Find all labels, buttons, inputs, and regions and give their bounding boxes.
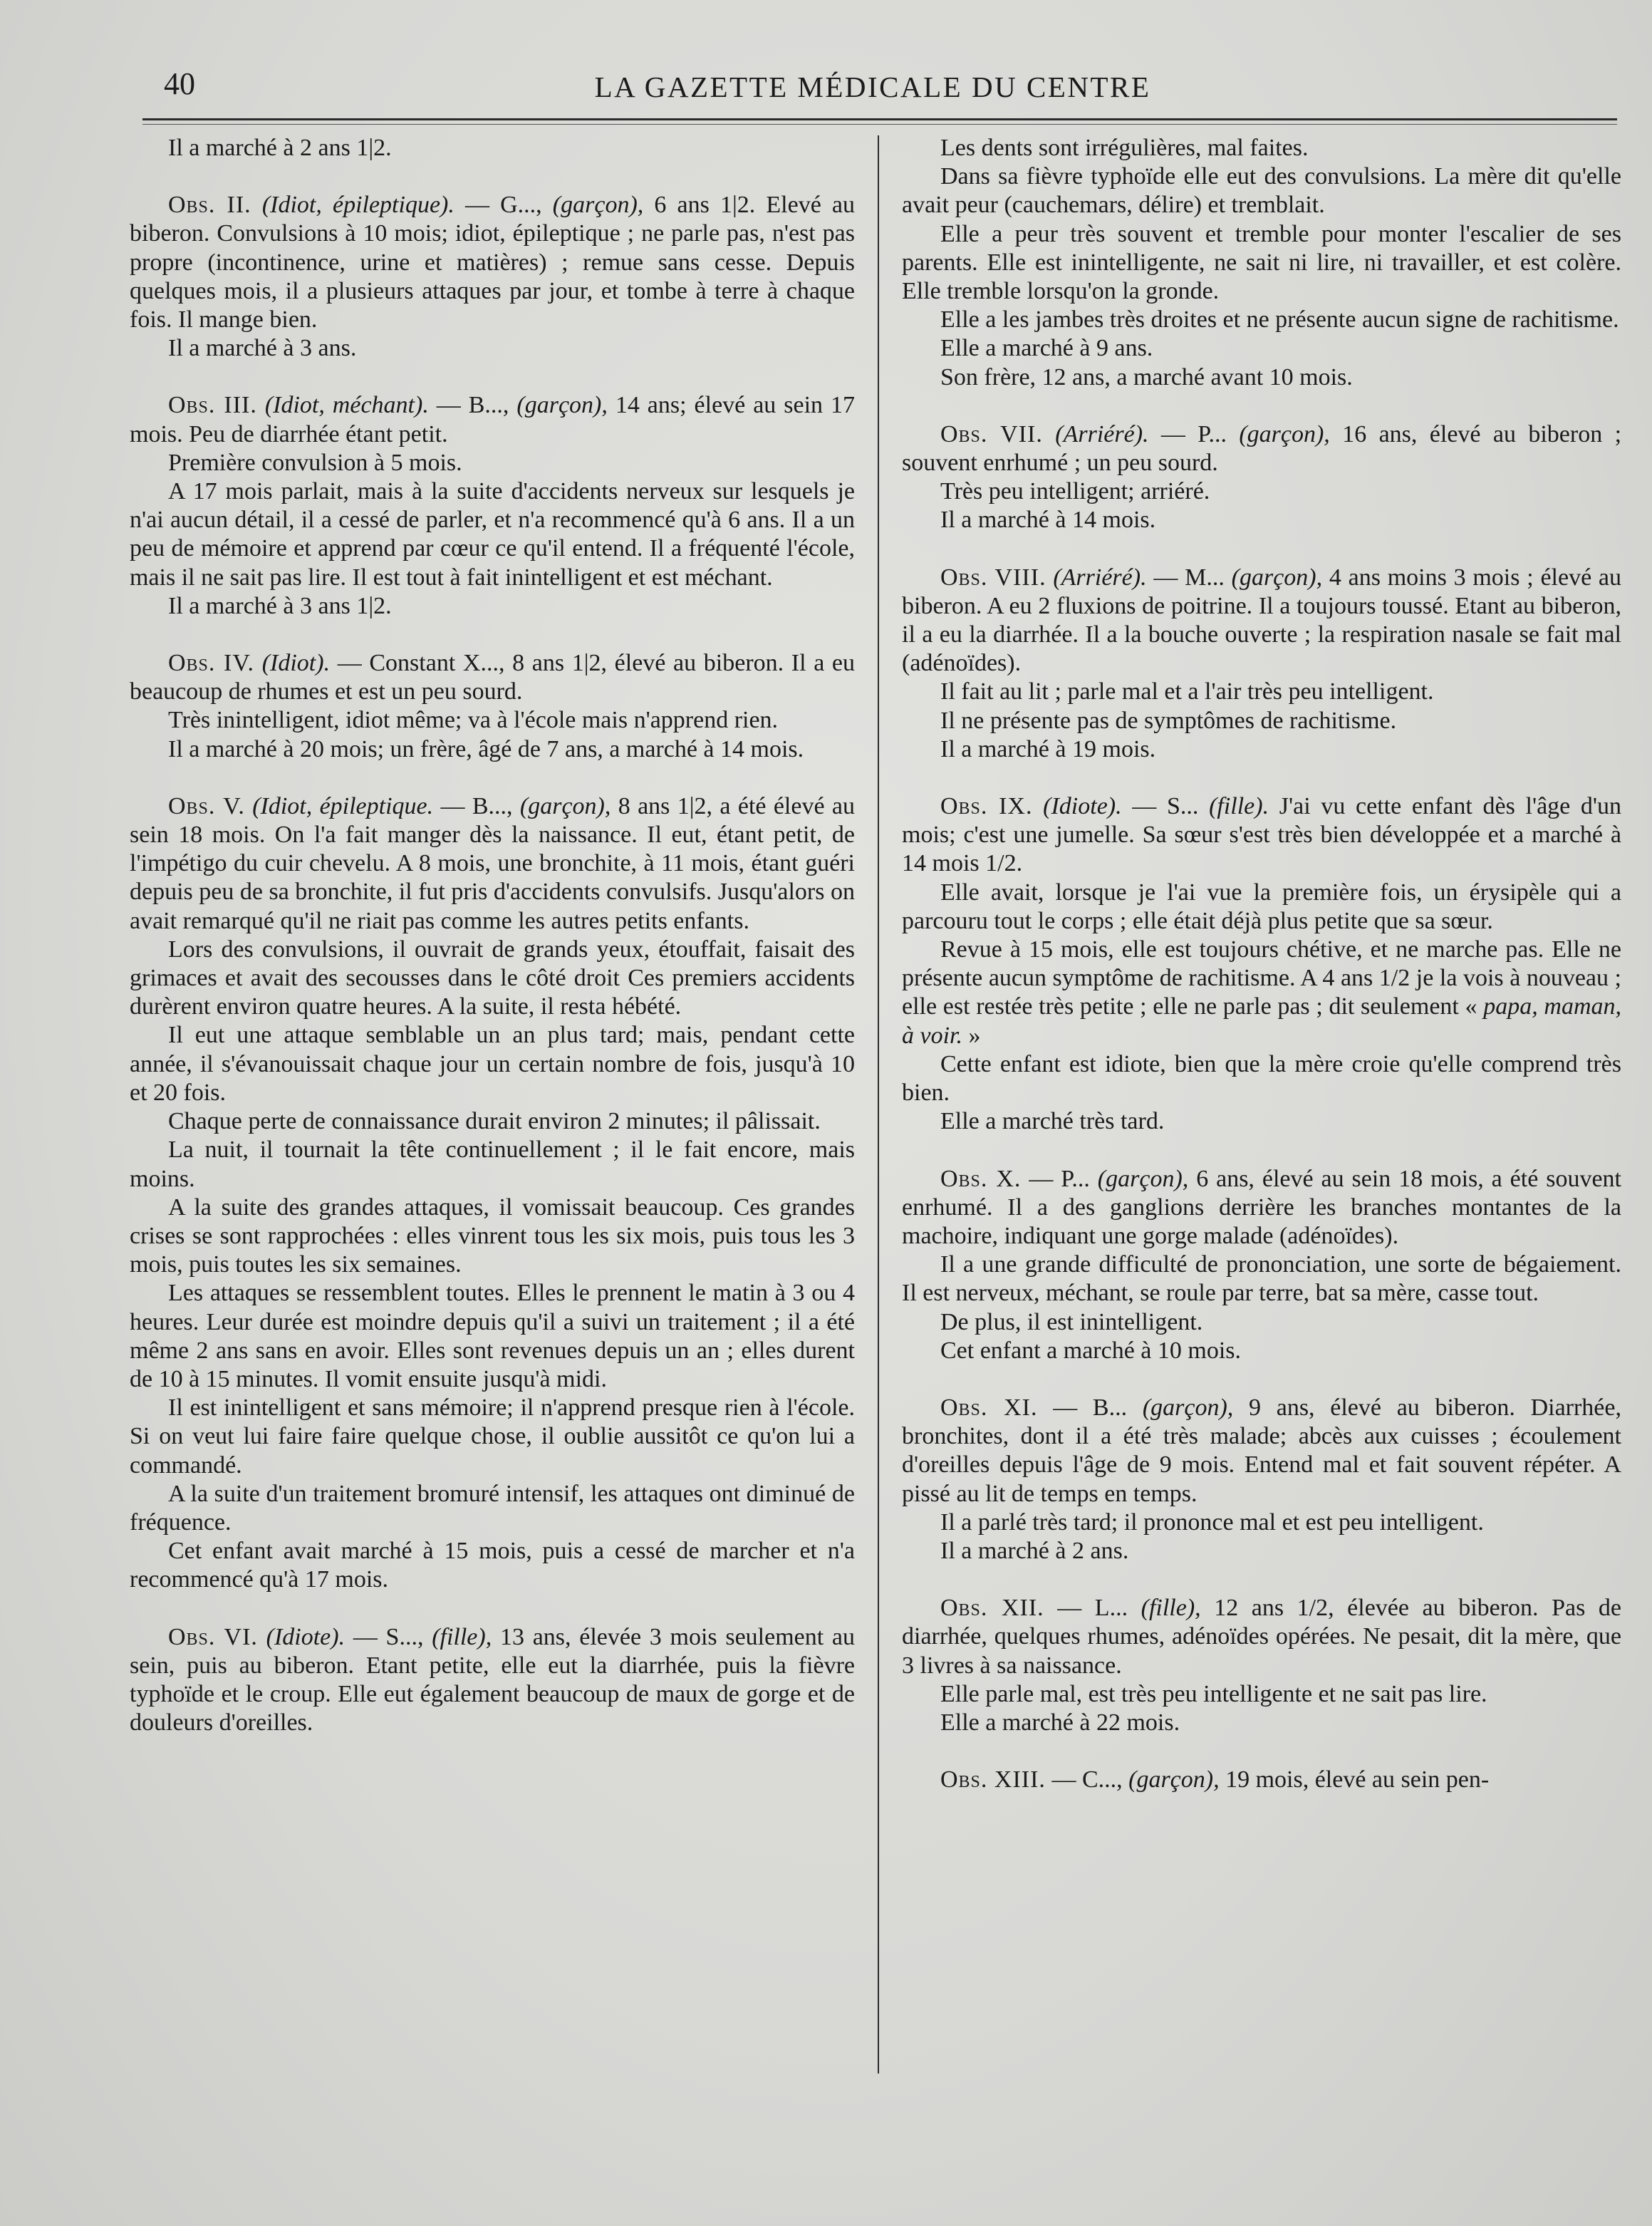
paragraph: Il eut une attaque semblable un an plus tard; mais, pendant cette année, il s'évanouissait chaque jour un certain nombre de fois, jusqu'à 10 et 20 fois. xyxy=(130,1022,855,1106)
header-rule xyxy=(142,118,1617,120)
paragraph-text: Revue à 15 mois, elle est toujours chétive, et ne marche pas. Elle ne présente aucun symptôme de rachitisme. A 4 ans 1/2 je la vois à nouveau ; elle est restée très petite ; elle ne parle pas ; dit seulement « xyxy=(902,936,1621,1020)
obs-label: Obs. XIII. xyxy=(940,1766,1046,1793)
obs-label: Obs. XII. xyxy=(940,1595,1044,1622)
paragraph: Il a marché à 14 mois. xyxy=(940,507,1156,534)
obs-qualifier: (Idiot, épileptique). xyxy=(261,192,454,219)
obs-sex: (garçon), xyxy=(516,392,608,419)
observation-8 xyxy=(902,564,1621,678)
obs-name: — M... xyxy=(1153,564,1225,591)
obs-label: Obs. IV. xyxy=(168,650,255,677)
obs-text: — Constant X..., 8 ans 1|2, élevé au biberon. Il a eu beaucoup de rhumes et est un peu sourd. xyxy=(130,650,856,705)
obs-name: — B... xyxy=(1053,1394,1128,1421)
paragraph: Il a marché à 3 ans 1|2. xyxy=(168,592,392,619)
right-column xyxy=(902,134,1621,1794)
paragraph: Elle a marché à 9 ans. xyxy=(940,335,1153,362)
paragraph: Très peu intelligent; arriéré. xyxy=(940,478,1210,505)
paragraph: Dans sa fièvre typhoïde elle eut des convulsions. La mère dit qu'elle avait peur (cauchemars, délire) et tremblait. xyxy=(902,163,1621,219)
paragraph: Première convulsion à 5 mois. xyxy=(168,449,462,476)
obs-qualifier: (Idiot, épileptique. xyxy=(252,792,434,819)
obs-text: 14 ans; élevé au sein 17 mois. Peu de diarrhée étant petit. xyxy=(130,392,856,447)
obs-sex: (garçon), xyxy=(519,792,611,819)
column-divider xyxy=(878,135,879,2074)
obs-sex: (garçon), xyxy=(1142,1394,1234,1421)
observation-4 xyxy=(130,649,855,706)
obs-label: Obs. III. xyxy=(168,392,257,419)
obs-text: 6 ans 1|2. Elevé au biberon. Convulsions à 10 mois; idiot, épileptique ; ne parle pas, n'est pas propre (incontinence, urine et matières) ; remue sans cesse. Depuis quelques mois, il a plusieurs attaques par jour, et tombe à terre à chaque fois. Il mange bien. xyxy=(130,192,856,333)
obs-text: 4 ans moins 3 mois ; élevé au biberon. A eu 2 fluxions de poitrine. Il a toujours toussé. Etant au biberon, il a eu la diarrhée. Il a la bouche ouverte ; la respiration nasale se fait mal (adénoïdes). xyxy=(902,564,1622,677)
paragraph: Chaque perte de connaissance durait environ 2 minutes; il pâlissait. xyxy=(168,1108,821,1135)
page-header xyxy=(128,66,1617,108)
paragraph: Les attaques se ressemblent toutes. Elles le prennent le matin à 3 ou 4 heures. Leur durée est moindre depuis qu'il a suivi un traitement ; il a été même 2 ans sans en avoir. Elles sont revenues depuis un an ; elles durent de 10 à 15 minutes. Il vomit ensuite jusqu'à midi. xyxy=(130,1280,855,1392)
paragraph: De plus, il est inintelligent. xyxy=(940,1308,1203,1335)
closing-quote: » xyxy=(968,1022,981,1049)
quoted-words: papa, maman, à voir. xyxy=(902,993,1622,1049)
obs-sex: (garçon), xyxy=(1097,1165,1189,1192)
page-number: 40 xyxy=(164,66,195,101)
obs-qualifier: (Arriéré). xyxy=(1053,564,1147,591)
obs-sex: (fille). xyxy=(1209,793,1269,820)
obs-sex: (garçon), xyxy=(1231,564,1323,591)
obs-name: — S... xyxy=(1132,793,1199,820)
paragraph: Il a marché à 3 ans. xyxy=(168,335,357,362)
observation-2 xyxy=(130,191,855,334)
obs-label: Obs. VIII. xyxy=(940,564,1046,591)
obs-label: Obs. VI. xyxy=(168,1623,258,1650)
obs-text: 8 ans 1|2, a été élevé au sein 18 mois. On l'a fait manger dès la naissance. Il eut, étant petit, de l'impétigo du cuir chevelu. A 8 mois, une bronchite, à 11 mois, étant guéri depuis peu de sa bronchite, il fut pris d'accidents convulsifs. Jusqu'alors on avait remarqué qu'il ne riait pas comme les autres petits enfants. xyxy=(130,792,855,934)
obs-text: 6 ans, élevé au sein 18 mois, a été souvent enrhumé. Il a des ganglions derrière les branches montantes de la machoire, indiquant une gorge malade (adénoïdes). xyxy=(902,1165,1621,1249)
obs-text: J'ai vu cette enfant dès l'âge d'un mois; c'est une jumelle. Sa sœur s'est très bien développée et a marché à 14 mois 1/2. xyxy=(902,793,1622,877)
obs-label: Obs. II. xyxy=(168,192,251,219)
observation-3 xyxy=(130,391,855,448)
obs-name: — S..., xyxy=(353,1623,424,1650)
obs-label: Obs. IX. xyxy=(940,793,1033,820)
obs-text: 12 ans 1/2, élevée au biberon. Pas de diarrhée, quelques rhumes, adénoïdes opérées. Ne pesait, dit la mère, que 3 livres à sa naissance. xyxy=(902,1595,1622,1679)
paragraph-with-quote xyxy=(902,936,1621,1050)
observation-10 xyxy=(902,1165,1621,1251)
left-column xyxy=(130,134,855,1737)
observation-7 xyxy=(902,420,1621,477)
obs-sex: (garçon), xyxy=(552,192,644,219)
obs-sex: (garçon), xyxy=(1239,420,1330,447)
obs-text: 13 ans, élevée 3 mois seulement au sein, puis au biberon. Etant petite, elle eut la diarrhée, puis la fièvre typhoïde et le croup. Elle eut également beaucoup de maux de gorge et de douleurs d'oreilles. xyxy=(130,1623,856,1736)
paragraph: Il a marché à 2 ans. xyxy=(940,1537,1129,1564)
obs-qualifier: (Idiot). xyxy=(261,650,331,677)
paragraph: A la suite d'un traitement bromuré intensif, les attaques ont diminué de fréquence. xyxy=(130,1480,855,1536)
observation-11 xyxy=(902,1394,1621,1508)
paragraph: Il a marché à 2 ans 1|2. xyxy=(168,135,392,161)
paragraph: Son frère, 12 ans, a marché avant 10 mois. xyxy=(940,363,1353,390)
obs-name: — B..., xyxy=(440,792,513,819)
paragraph: Il a parlé très tard; il prononce mal et est peu intelligent. xyxy=(940,1508,1484,1536)
paragraph: Il a marché à 20 mois; un frère, âgé de 7 ans, a marché à 14 mois. xyxy=(168,735,804,762)
running-title: LA GAZETTE MÉDICALE DU CENTRE xyxy=(594,71,1151,103)
obs-text: 16 ans, élevé au biberon ; souvent enrhumé ; un peu sourd. xyxy=(902,420,1622,477)
paragraph: Cet enfant a marché à 10 mois. xyxy=(940,1337,1242,1364)
obs-label: Obs. VII. xyxy=(940,420,1043,447)
obs-label: Obs. V. xyxy=(168,792,245,819)
paragraph: Elle a les jambes très droites et ne présente aucun signe de rachitisme. xyxy=(940,306,1619,333)
obs-name: — P... xyxy=(1029,1165,1090,1192)
paragraph: La nuit, il tournait la tête continuellement ; il le fait encore, mais moins. xyxy=(130,1137,855,1192)
paragraph: Il a une grande difficulté de prononciation, une sorte de bégaiement. Il est nerveux, méchant, se roule par terre, bat sa mère, casse tout. xyxy=(902,1251,1621,1307)
paragraph: Les dents sont irrégulières, mal faites. xyxy=(940,135,1309,161)
obs-name: — B..., xyxy=(436,392,509,419)
paragraph: Il fait au lit ; parle mal et a l'air très peu intelligent. xyxy=(940,678,1434,705)
obs-sex: (fille), xyxy=(1141,1595,1201,1622)
paragraph: Très inintelligent, idiot même; va à l'école mais n'apprend rien. xyxy=(168,707,779,734)
obs-text: 19 mois, élevé au sein pen- xyxy=(1225,1766,1490,1793)
paragraph: Cette enfant est idiote, bien que la mère croie qu'elle comprend très bien. xyxy=(902,1050,1621,1107)
obs-sex: (garçon), xyxy=(1128,1766,1220,1793)
obs-qualifier: (Idiote). xyxy=(266,1623,346,1650)
obs-qualifier: (Idiote). xyxy=(1043,793,1122,820)
obs-label: Obs. XI. xyxy=(940,1394,1038,1421)
observation-6 xyxy=(130,1623,855,1738)
observation-13 xyxy=(902,1766,1621,1794)
paragraph: Il ne présente pas de symptômes de rachitisme. xyxy=(940,707,1397,734)
paragraph: Elle a marché à 22 mois. xyxy=(940,1709,1180,1736)
obs-name: — P... xyxy=(1160,420,1227,447)
obs-sex: (fille), xyxy=(432,1623,492,1650)
paragraph: A 17 mois parlait, mais à la suite d'accidents nerveux sur lesquels je n'ai aucun détail, il a cessé de parler, et n'a recommencé qu'à 6 ans. Il a un peu de mémoire et apprend par cœur ce qu'il entend. Il a fréquenté l'école, mais il ne sait pas lire. Il est tout à fait inintelligent et est méchant. xyxy=(130,478,855,591)
obs-qualifier: (Arriéré). xyxy=(1055,420,1149,447)
paragraph: Elle a marché très tard. xyxy=(940,1108,1165,1135)
paragraph: Il a marché à 19 mois. xyxy=(940,735,1156,762)
obs-text: 9 ans, élevé au biberon. Diarrhée, bronchites, dont il a été très malade; abcès aux cuisses ; écoulement d'oreilles depuis l'âge de 9 mois. Entend mal et fait souvent répéter. A pissé au lit de temps en temps. xyxy=(902,1394,1621,1507)
obs-qualifier: (Idiot, méchant). xyxy=(264,392,429,419)
paragraph: A la suite des grandes attaques, il vomissait beaucoup. Ces grandes crises se sont rapprochées : elles vinrent tous les six mois, puis tous les 3 mois, puis toutes les six semaines. xyxy=(130,1194,855,1278)
paragraph: Lors des convulsions, il ouvrait de grands yeux, étouffait, faisait des grimaces et avait des secousses dans le côté droit Ces premiers accidents durèrent environ quatre heures. A la suite, il resta hébété. xyxy=(130,936,855,1020)
paragraph: Cet enfant avait marché à 15 mois, puis a cessé de marcher et n'a recommencé qu'à 17 mois. xyxy=(130,1538,855,1593)
header-rule-thin xyxy=(142,124,1617,125)
observation-5 xyxy=(130,792,855,936)
observation-12 xyxy=(902,1594,1621,1680)
observation-9 xyxy=(902,792,1621,879)
paragraph: Elle parle mal, est très peu intelligente et ne sait pas lire. xyxy=(940,1680,1487,1707)
paragraph: Elle a peur très souvent et tremble pour monter l'escalier de ses parents. Elle est inintelligente, ne sait ni lire, ni travailler, et est colère. Elle tremble lorsqu'on la gronde. xyxy=(902,220,1621,305)
obs-name: — L... xyxy=(1057,1595,1128,1622)
paragraph: Il est inintelligent et sans mémoire; il n'apprend presque rien à l'école. Si on veut lui faire faire quelque chose, il oublie aussitôt ce qu'on lui a commandé. xyxy=(130,1394,855,1479)
obs-name: — C..., xyxy=(1051,1766,1123,1793)
paragraph: Elle avait, lorsque je l'ai vue la première fois, un érysipèle qui a parcouru tout le corps ; elle était déjà plus petite que sa sœur. xyxy=(902,879,1621,934)
obs-name: — G..., xyxy=(464,192,542,219)
obs-label: Obs. X. xyxy=(940,1165,1022,1192)
